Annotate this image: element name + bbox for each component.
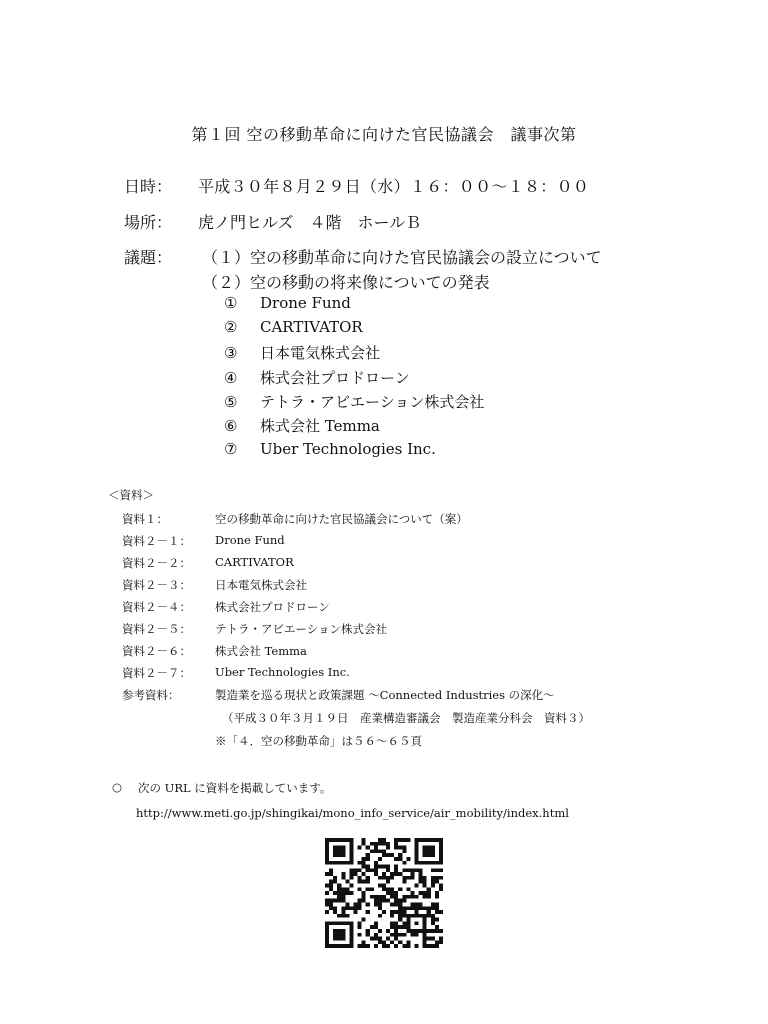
agenda-item: （２）空の移動の将来像についての発表 xyxy=(202,273,490,292)
material-label: 資料１： xyxy=(122,512,168,526)
datetime-label: 日時： xyxy=(124,177,173,196)
material-text: 株式会社 Temma xyxy=(215,644,307,658)
reference-label: 参考資料： xyxy=(122,688,180,702)
reference-pages-note: ※「４．空の移動革命」は５６～６５頁 xyxy=(215,734,422,748)
qr-code-image xyxy=(325,838,443,948)
presentation-item: ① Drone Fund xyxy=(224,294,351,312)
material-text: Drone Fund xyxy=(215,533,285,547)
place-label: 場所： xyxy=(124,213,173,232)
presentation-item: ④ 株式会社プロドローン xyxy=(224,369,410,387)
material-label: 資料２－１： xyxy=(122,534,191,548)
presentation-item: ⑥ 株式会社 Temma xyxy=(224,417,380,435)
material-text: Uber Technologies Inc. xyxy=(215,665,350,679)
material-text: 日本電気株式会社 xyxy=(215,578,307,592)
presentation-item: ⑤ テトラ・アビエーション株式会社 xyxy=(224,393,485,411)
presentation-item: ② CARTIVATOR xyxy=(224,318,363,336)
datetime-value: 平成３０年８月２９日（水）１６：００～１８：００ xyxy=(198,177,590,196)
material-label: 資料２－５： xyxy=(122,622,191,636)
bullet-icon: ○ xyxy=(112,780,123,794)
material-label: 資料２－７： xyxy=(122,666,191,680)
page-title: 第１回 空の移動革命に向けた官民協議会 議事次第 xyxy=(191,125,577,144)
material-text: CARTIVATOR xyxy=(215,555,294,569)
material-label: 資料２－２： xyxy=(122,556,191,570)
reference-source: （平成３０年３月１９日 産業構造審議会 製造産業分科会 資料３） xyxy=(222,711,590,725)
material-text: テトラ・アビエーション株式会社 xyxy=(215,622,388,636)
materials-url-link[interactable]: http://www.meti.go.jp/shingikai/mono_info_service/air_mobility/index.html xyxy=(136,806,569,820)
reference-text: 製造業を巡る現状と政策課題 ～Connected Industries の深化～ xyxy=(215,688,555,702)
material-label: 資料２－３： xyxy=(122,578,191,592)
materials-heading: ＜資料＞ xyxy=(108,488,154,502)
presentation-item: ③ 日本電気株式会社 xyxy=(224,344,381,362)
material-label: 資料２－４： xyxy=(122,600,191,614)
agenda-label: 議題： xyxy=(124,248,173,267)
material-label: 資料２－６： xyxy=(122,644,191,658)
place-value: 虎ノ門ヒルズ ４階 ホールＢ xyxy=(198,213,422,232)
url-note-text: 次の URL に資料を掲載しています。 xyxy=(138,781,332,795)
material-text: 空の移動革命に向けた官民協議会について（案） xyxy=(215,512,468,526)
presentation-item: ⑦ Uber Technologies Inc. xyxy=(224,440,436,458)
agenda-item: （１）空の移動革命に向けた官民協議会の設立について xyxy=(202,248,602,267)
material-text: 株式会社プロドローン xyxy=(215,600,330,614)
